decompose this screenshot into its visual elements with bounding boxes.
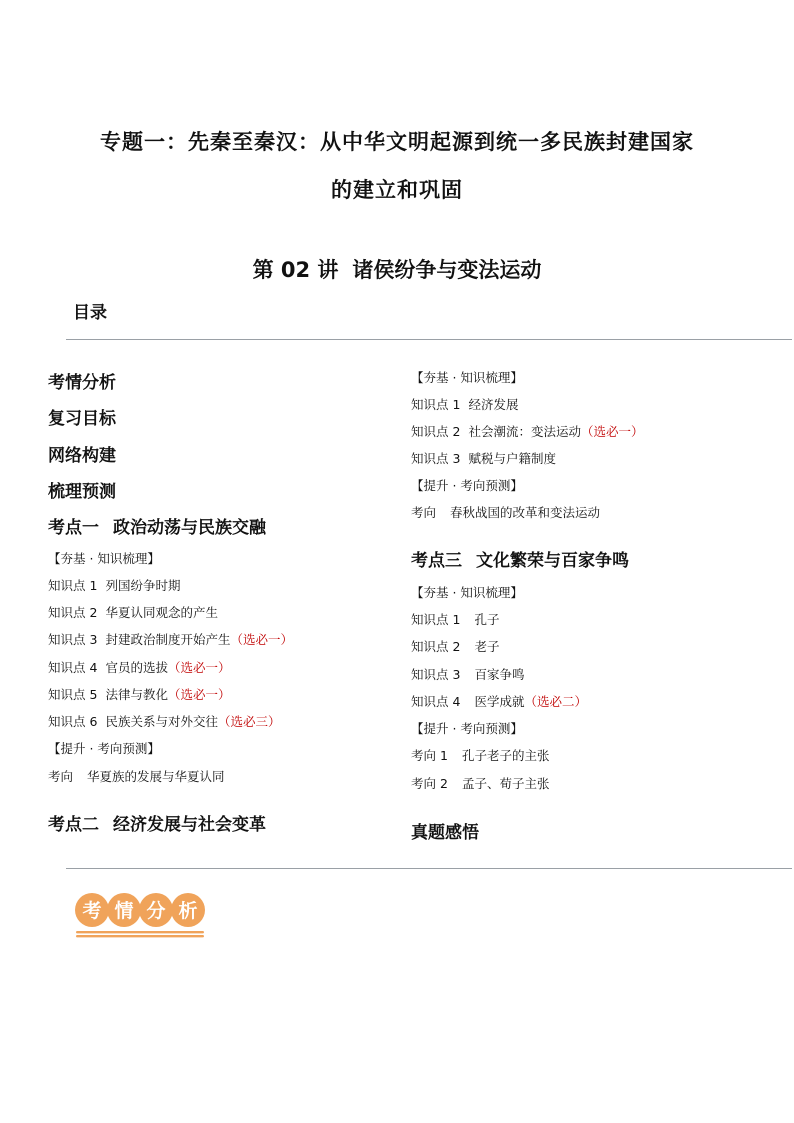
- toc-section[interactable]: 网络构建: [48, 446, 116, 466]
- badge-char: 考: [82, 900, 102, 922]
- lecture-title: [0, 254, 794, 284]
- toc-section[interactable]: 真题感悟: [411, 823, 479, 843]
- toc-point[interactable]: 知识点 4 医学成就（选必二）: [411, 694, 587, 709]
- toc-point[interactable]: 知识点 6 民族关系与对外交往（选必三）: [48, 714, 281, 729]
- toc-point[interactable]: 知识点 3 百家争鸣: [411, 667, 525, 682]
- toc-point[interactable]: 知识点 4 官员的选拔（选必一）: [48, 660, 231, 675]
- badge-char: 情: [114, 900, 134, 922]
- toc-kaoxiang[interactable]: 考向 春秋战国的改革和变法运动: [411, 505, 601, 520]
- toc-subheading: 【夯基 · 知识梳理】: [48, 551, 160, 566]
- lecture-number: 第 02 讲: [252, 258, 339, 282]
- top-divider: [66, 339, 792, 340]
- badge-underline: [76, 935, 204, 937]
- toc-kaodian-3[interactable]: 考点三 文化繁荣与百家争鸣: [411, 551, 629, 571]
- toc-section[interactable]: 复习目标: [48, 409, 116, 429]
- lecture-name: 诸侯纷争与变法运动: [352, 258, 542, 282]
- toc-kaoxiang[interactable]: 考向 1 孔子老子的主张: [411, 748, 550, 763]
- doc-title-line1: 专题一：先秦至秦汉：从中华文明起源到统一多民族封建国家: [100, 130, 694, 154]
- toc-point[interactable]: 知识点 1 孔子: [411, 612, 500, 627]
- badge-char: 析: [178, 900, 198, 922]
- toc-point[interactable]: 知识点 2 社会潮流：变法运动（选必一）: [411, 424, 644, 439]
- toc-subheading: 【提升 · 考向预测】: [411, 478, 523, 493]
- bottom-divider: [66, 868, 792, 869]
- badge-underline: [76, 931, 204, 933]
- toc-point[interactable]: 知识点 1 经济发展: [411, 397, 519, 412]
- toc-kaoxiang[interactable]: 考向 2 孟子、荀子主张: [411, 776, 550, 791]
- toc-point[interactable]: 知识点 1 列国纷争时期: [48, 578, 181, 593]
- toc-section[interactable]: 梳理预测: [48, 482, 116, 502]
- toc-subheading: 【夯基 · 知识梳理】: [411, 370, 523, 385]
- toc-subheading: 【提升 · 考向预测】: [411, 721, 523, 736]
- toc-point[interactable]: 知识点 5 法律与教化（选必一）: [48, 687, 231, 702]
- toc-subheading: 【提升 · 考向预测】: [48, 741, 160, 756]
- toc-point[interactable]: 知识点 2 华夏认同观念的产生: [48, 605, 218, 620]
- toc-section[interactable]: 考情分析: [48, 373, 116, 393]
- toc-kaodian-2[interactable]: 考点二 经济发展与社会变革: [48, 815, 266, 835]
- toc-point[interactable]: 知识点 3 赋税与户籍制度: [411, 451, 556, 466]
- toc-point[interactable]: 知识点 3 封建政治制度开始产生（选必一）: [48, 632, 293, 647]
- section-badge-kaoqing: [74, 890, 206, 938]
- toc-label: 目录: [73, 303, 107, 323]
- badge-graphic: [74, 890, 206, 938]
- toc-subheading: 【夯基 · 知识梳理】: [411, 585, 523, 600]
- badge-char: 分: [146, 900, 166, 922]
- toc-point[interactable]: 知识点 2 老子: [411, 639, 500, 654]
- doc-title-line2: 的建立和巩固: [331, 178, 463, 202]
- toc-kaoxiang[interactable]: 考向 华夏族的发展与华夏认同: [48, 769, 225, 784]
- toc-kaodian-1[interactable]: 考点一 政治动荡与民族交融: [48, 518, 266, 538]
